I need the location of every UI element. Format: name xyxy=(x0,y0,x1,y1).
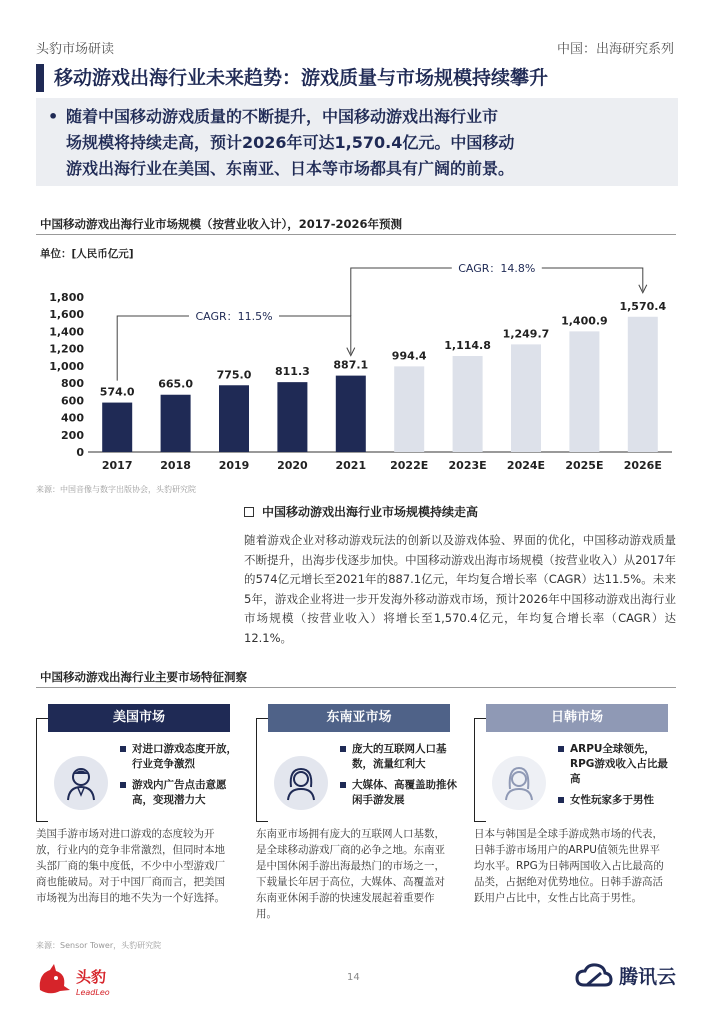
card-bracket xyxy=(474,718,486,822)
market-point: 庞大的互联网人口基数，流量红利大 xyxy=(340,742,460,772)
card-bracket xyxy=(256,718,268,822)
cagr-label: CAGR：14.8% xyxy=(458,262,536,275)
y-tick-label: 1,800 xyxy=(49,291,84,304)
girl-icon xyxy=(492,756,546,810)
y-tick-label: 0 xyxy=(76,446,84,459)
title-accent-bar xyxy=(36,64,44,92)
data-label: 1,249.7 xyxy=(502,327,550,341)
x-tick-label: 2019 xyxy=(218,459,250,472)
x-tick-label: 2022E xyxy=(390,459,429,472)
market-tab: 日韩市场 xyxy=(486,704,668,732)
logo-right-text: 腾讯云 xyxy=(618,966,676,988)
section2-source: 来源：Sensor Tower，头豹研究院 xyxy=(36,941,162,950)
header-left: 头豹市场研读 xyxy=(36,42,115,57)
section-paragraph: 随着游戏企业对移动游戏玩法的创新以及游戏体验、界面的优化，中国移动游戏质量不断提升，出海步伐逐步加快。中国移动游戏出海市场规模（按营业收入）从2017年的574亿元增长至2021年的887.1亿元，年均复合增长率（CAGR）达11.5%。未来5年，游戏企业将进一步开发海外移动游戏市场，预计2026年中国移动游戏出海行业市场规模（按营业收入）将增长至1,570.4亿元，年均复合增长率（CAGR）达12.1%。 xyxy=(244,533,676,645)
chart-unit: 单位：[人民币亿元] xyxy=(40,248,134,260)
woman-icon xyxy=(274,756,328,810)
bar xyxy=(394,366,424,452)
tencent-cloud-logo xyxy=(575,962,676,989)
bar xyxy=(336,376,366,452)
summary-line: 随着中国移动游戏质量的不断提升，中国移动游戏出海行业市 xyxy=(66,107,499,126)
bar xyxy=(511,344,541,452)
market-tab: 东南亚市场 xyxy=(268,704,450,732)
cagr-bracket xyxy=(351,268,643,316)
data-label: 665.0 xyxy=(158,377,193,391)
data-label: 574.0 xyxy=(99,385,135,399)
cagr-label: CAGR：11.5% xyxy=(195,310,273,323)
page-title: 移动游戏出海行业未来趋势：游戏质量与市场规模持续攀升 xyxy=(54,67,549,89)
data-label: 1,570.4 xyxy=(619,299,667,313)
market-point: 游戏内广告点击意愿高，变现潜力大 xyxy=(120,778,240,808)
x-tick-label: 2017 xyxy=(101,459,133,472)
chart-source: 来源：中国音像与数字出版协会，头豹研究院 xyxy=(36,485,196,494)
header-right: 中国：出海研究系列 xyxy=(556,42,674,57)
chart-title: 中国移动游戏出海行业市场规模（按营业收入计），2017-2026年预测 xyxy=(40,217,403,231)
cloud-icon xyxy=(575,963,613,989)
logo-left-sub: LeadLeo xyxy=(76,988,110,997)
summary-line: 游戏出海行业在美国、东南亚、日本等市场都具有广阔的前景。 xyxy=(66,159,515,178)
bar xyxy=(277,382,307,452)
y-tick-label: 1,600 xyxy=(49,308,84,322)
market-card-jpkr xyxy=(474,704,674,824)
market-point: 女性玩家多于男性 xyxy=(558,793,678,808)
divider xyxy=(36,234,676,235)
page-number: 14 xyxy=(347,972,360,983)
section2-title: 中国移动游戏出海行业主要市场特征洞察 xyxy=(40,670,247,684)
bar xyxy=(453,356,483,452)
y-tick-label: 1,200 xyxy=(49,342,84,356)
data-label: 887.1 xyxy=(333,358,369,372)
section-heading-text: 中国移动游戏出海行业市场规模持续走高 xyxy=(262,505,479,519)
data-label: 775.0 xyxy=(216,368,252,382)
market-point: 大媒体、高覆盖助推休闲手游发展 xyxy=(340,778,460,808)
x-tick-label: 2023E xyxy=(448,459,487,472)
market-description: 日本与韩国是全球手游成熟市场的代表，日韩手游市场用户的ARPU值领先世界平均水平。RPG为日韩两国收入占比最高的品类，占据绝对优势地位。日韩手游高活跃用户占比中，女性占比高于男性。 xyxy=(474,828,664,904)
bar xyxy=(219,385,249,452)
x-tick-label: 2018 xyxy=(160,459,191,472)
market-card-sea xyxy=(256,704,456,824)
person-icon xyxy=(54,756,108,810)
data-label: 994.4 xyxy=(391,349,427,363)
section-heading xyxy=(244,503,478,520)
x-tick-label: 2024E xyxy=(506,459,546,472)
x-tick-label: 2026E xyxy=(623,459,662,472)
x-tick-label: 2025E xyxy=(565,459,604,472)
summary-line: 场规模将持续走高，预计2026年可达1,570.4亿元。中国移动 xyxy=(66,133,515,152)
leadleo-logo xyxy=(36,960,132,1000)
logo-left-text: 头豹 xyxy=(76,968,107,986)
checkbox-icon xyxy=(244,507,254,517)
market-card-us xyxy=(36,704,236,824)
market-point: 对进口游戏态度开放，行业竞争激烈 xyxy=(120,742,240,772)
x-tick-label: 2021 xyxy=(335,459,367,472)
y-tick-label: 1,000 xyxy=(49,359,84,373)
y-tick-label: 600 xyxy=(61,394,84,408)
y-tick-label: 200 xyxy=(61,428,84,442)
x-tick-label: 2020 xyxy=(277,459,308,472)
summary-box xyxy=(36,98,678,186)
y-tick-label: 1,400 xyxy=(49,325,84,339)
market-tab: 美国市场 xyxy=(48,704,230,732)
divider xyxy=(36,687,676,688)
y-tick-label: 800 xyxy=(61,377,84,391)
y-tick-label: 400 xyxy=(61,411,84,425)
data-label: 1,400.9 xyxy=(561,314,608,328)
data-label: 1,114.8 xyxy=(444,339,491,353)
data-label: 811.3 xyxy=(275,365,310,379)
market-description: 美国手游市场对进口游戏的态度较为开放，行业内的竞争非常激烈，但同时本地头部厂商的集中度低，不少中小型游戏厂商也能破局。对于中国厂商而言，把美国市场视为出海目的地不失为一个好选择。 xyxy=(36,828,225,904)
bar xyxy=(569,331,599,452)
bar-chart xyxy=(0,240,710,480)
summary-bullet: • xyxy=(48,107,59,126)
market-description: 东南亚市场拥有庞大的互联网人口基数，是全球移动游戏厂商的必争之地。东南亚是中国休闲手游出海最热门的市场之一，下载量长年居于高位，大媒体、高覆盖对东南亚休闲手游的快速发展起着重要作用。 xyxy=(256,828,445,920)
bar xyxy=(102,403,132,452)
market-point: ARPU全球领先，RPG游戏收入占比最高 xyxy=(558,742,678,787)
bar xyxy=(161,395,191,452)
bar xyxy=(628,317,658,452)
card-bracket xyxy=(36,718,48,822)
